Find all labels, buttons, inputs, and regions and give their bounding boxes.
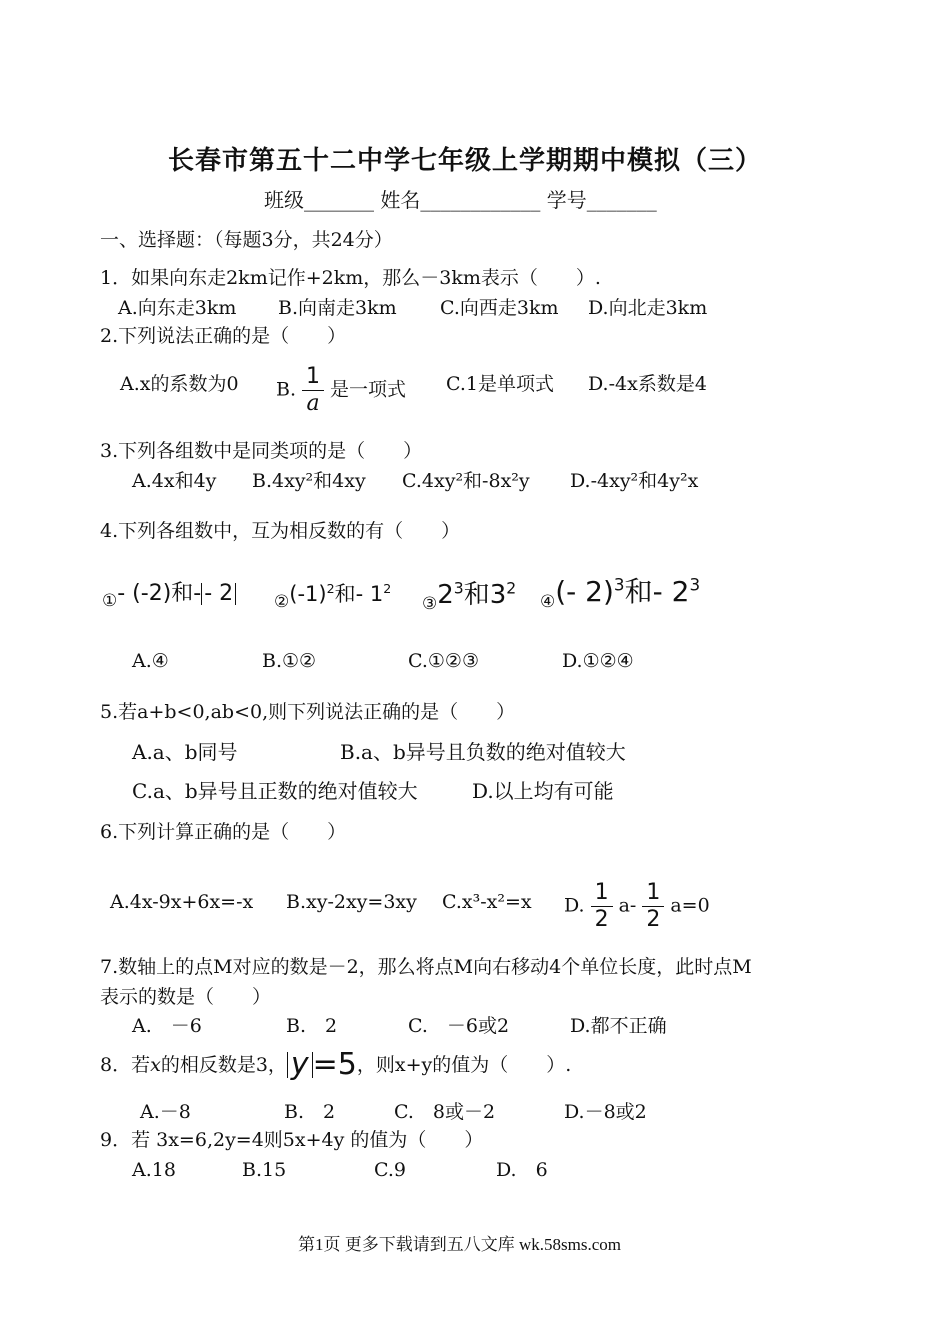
q4-item-3 <box>422 574 516 614</box>
q9-option-a: A.18 <box>132 1159 176 1181</box>
q3-option-b: B.4xy²和4xy <box>252 470 366 492</box>
q2-option-d: D.-4x系数是4 <box>588 373 707 395</box>
question-8-stem <box>100 1047 572 1082</box>
fraction-denominator: 2 <box>646 907 661 932</box>
q6-option-a: A.4x-9x+6x=-x <box>110 891 254 913</box>
q4-item-2-mid: 和- 1 <box>334 582 384 606</box>
q4-item-4-exp1: 3 <box>613 574 625 595</box>
q2-option-a: A.x的系数为0 <box>120 373 239 395</box>
q4-marker-3: ③ <box>422 594 438 614</box>
question-4-stem: 4.下列各组数中，互为相反数的有（ ） <box>100 520 461 542</box>
fraction-numerator: 1 <box>302 364 324 391</box>
q5-option-c: C.a、b异号且正数的绝对值较大 <box>132 779 418 803</box>
fraction-numerator: 1 <box>642 880 664 907</box>
q2-option-b-label: B. <box>276 378 297 401</box>
q4-item-2-base: (-1) <box>289 582 327 606</box>
fraction-numerator: 1 <box>591 880 613 907</box>
q8-mid: 的相反数是3， <box>160 1054 287 1076</box>
q4-item-3-mid: 和3 <box>463 580 507 610</box>
q1-option-a: A.向东走3km <box>118 297 237 319</box>
q1-option-c: C.向西走3km <box>440 297 559 319</box>
q4-marker-1: ① <box>102 591 118 611</box>
student-info-line: 班级_______ 姓名____________ 学号_______ <box>264 188 657 212</box>
q3-option-a: A.4x和4y <box>132 470 217 492</box>
q3-option-d: D.-4xy²和4y²x <box>570 470 699 492</box>
q4-option-c: C.①②③ <box>408 650 479 672</box>
abs-value-y: y <box>287 1052 313 1078</box>
q6-option-d-end: a=0 <box>670 894 710 917</box>
q9-option-b: B.15 <box>242 1159 287 1181</box>
q4-item-1 <box>102 576 236 611</box>
q2-option-b <box>276 364 406 417</box>
q4-item-4 <box>540 570 700 612</box>
q8-option-b: B. 2 <box>284 1101 336 1123</box>
question-9-stem: 9．若 3x=6,2y=4则5x+4y 的值为（ ） <box>100 1129 484 1151</box>
q2-option-c: C.1是单项式 <box>446 373 554 395</box>
q1-option-d: D.向北走3km <box>588 297 708 319</box>
q9-option-d: D. 6 <box>496 1159 548 1181</box>
q6-option-c: C.x³-x²=x <box>442 891 532 913</box>
q8-eq: =5 <box>312 1047 357 1082</box>
q4-item-2 <box>274 578 391 612</box>
fraction-denominator: a <box>306 391 320 416</box>
q2-option-b-text: 是一项式 <box>330 378 407 401</box>
question-3-stem: 3.下列各组数中是同类项的是（ ） <box>100 440 423 462</box>
q6-option-b: B.xy-2xy=3xy <box>286 891 417 913</box>
question-2-stem: 2.下列说法正确的是（ ） <box>100 325 347 347</box>
section-heading: 一、选择题：（每题3分，共24分） <box>100 229 393 251</box>
q8-option-d: D.－8或2 <box>564 1101 647 1123</box>
q4-item-4-exp2: 3 <box>689 574 701 595</box>
q6-option-d <box>564 880 710 933</box>
q4-option-b: B.①② <box>262 650 317 672</box>
question-7-stem-line2: 表示的数是（ ） <box>100 986 272 1008</box>
fraction-half-2 <box>642 880 664 933</box>
fraction <box>302 364 324 417</box>
q4-item-2-exp1: 2 <box>326 581 335 596</box>
q7-option-a: A. －6 <box>132 1015 202 1037</box>
fraction-denominator: 2 <box>594 907 609 932</box>
q5-option-b: B.a、b异号且负数的绝对值较大 <box>340 740 626 764</box>
q9-option-c: C.9 <box>374 1159 406 1181</box>
q8-post: ，则x+y的值为（ ）. <box>356 1054 572 1076</box>
q4-item-3-exp2: 2 <box>506 579 517 598</box>
q6-option-d-mid: a- <box>618 894 637 917</box>
question-6-stem: 6.下列计算正确的是（ ） <box>100 821 347 843</box>
question-5-stem: 5.若a+b<0,ab<0,则下列说法正确的是（ ） <box>100 701 516 723</box>
q4-option-d: D.①②④ <box>562 650 634 672</box>
q7-option-d: D.都不正确 <box>570 1015 667 1037</box>
q5-option-a: A.a、b同号 <box>132 740 238 764</box>
fraction-half-1 <box>591 880 613 933</box>
q4-item-1-expr: - (-2)和- <box>117 581 202 606</box>
q4-item-2-exp2: 2 <box>383 581 392 596</box>
q8-var-x: x <box>150 1054 161 1076</box>
q1-option-b: B.向南走3km <box>278 297 397 319</box>
q8-pre: 8．若 <box>100 1054 151 1076</box>
page-title: 长春市第五十二中学七年级上学期期中模拟（三） <box>168 146 763 176</box>
page-footer: 第1页 更多下载请到五八文库 wk.58sms.com <box>298 1235 621 1254</box>
q8-abs-expr <box>287 1047 357 1082</box>
question-1-stem: 1．如果向东走2km记作+2km，那么－3km表示（ ）. <box>100 267 601 289</box>
q4-item-3-exp1: 3 <box>453 579 464 598</box>
q4-item-4-base: (- 2) <box>555 575 614 608</box>
q4-item-4-mid: 和- 2 <box>624 575 690 608</box>
q3-option-c: C.4xy²和-8x²y <box>402 470 530 492</box>
q5-option-d: D.以上均有可能 <box>472 779 614 803</box>
abs-value: - 2 <box>201 583 236 605</box>
question-7-stem-line1: 7.数轴上的点M对应的数是－2，那么将点M向右移动4个单位长度，此时点M <box>100 956 752 978</box>
q7-option-c: C. －6或2 <box>408 1015 510 1037</box>
q7-option-b: B. 2 <box>286 1015 338 1037</box>
q4-item-3-base: 2 <box>437 580 454 610</box>
q6-option-d-label: D. <box>564 894 585 917</box>
q8-option-a: A.－8 <box>140 1101 191 1123</box>
q8-option-c: C. 8或－2 <box>394 1101 496 1123</box>
q4-marker-2: ② <box>274 592 290 612</box>
q4-marker-4: ④ <box>540 592 556 612</box>
q4-option-a: A.④ <box>132 650 169 672</box>
